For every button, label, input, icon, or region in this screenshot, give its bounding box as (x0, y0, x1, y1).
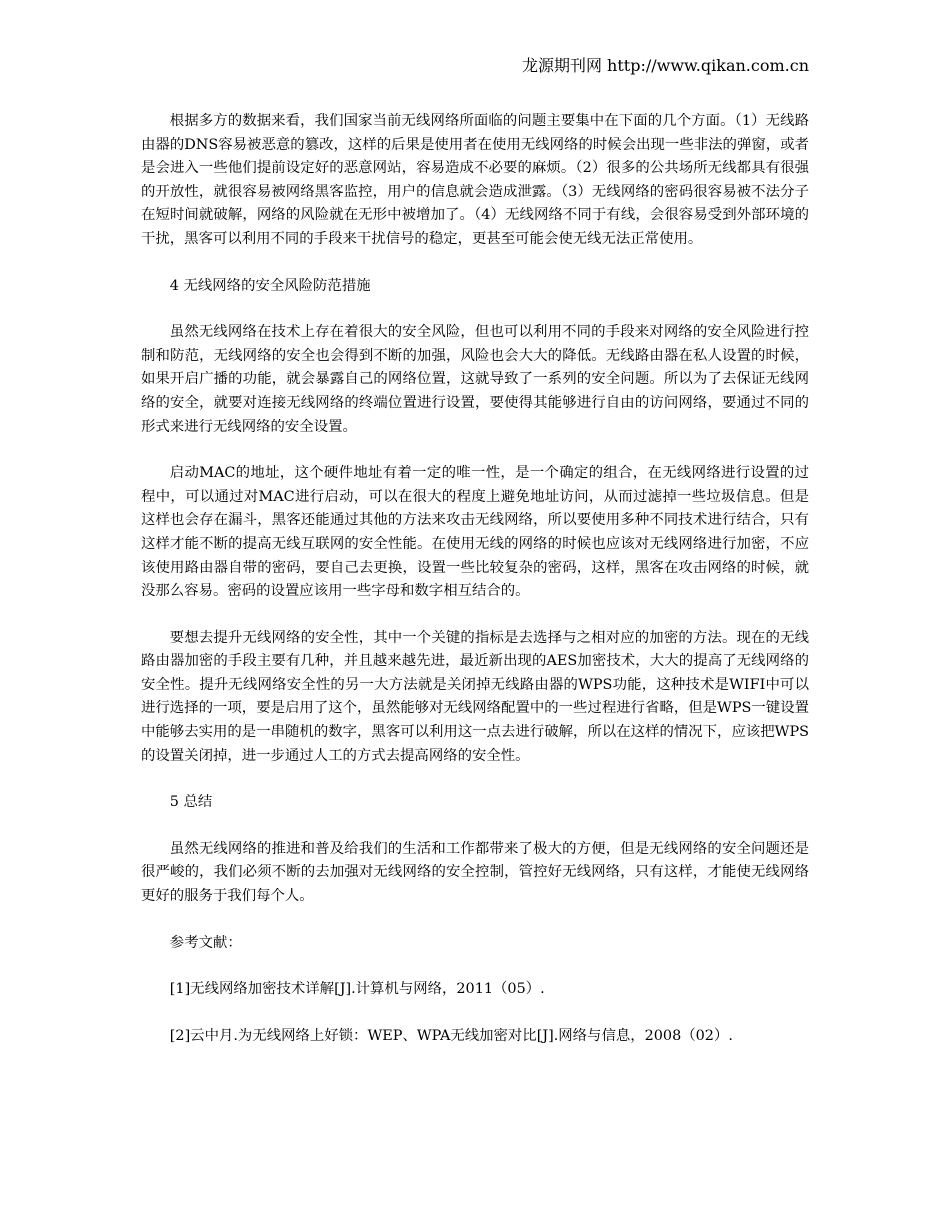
paragraph-mac-address: 启动MAC的地址，这个硬件地址有着一定的唯一性，是一个确定的组合，在无线网络进行设置的过程中，可以通过对MAC进行启动，可以在很大的程度上避免地址访问，从而过滤掉一些垃圾信息。但是这样也会存在漏斗，黑客还能通过其他的方法来攻击无线网络，所以要使用多种不同技术进行结合，只有这样才能不断的提高无线互联网的安全性能。在使用无线的网络的时候也应该对无线网络进行加密，不应该使用路由器自带的密码，要自己去更换，设置一些比较复杂的密码，这样，黑客在攻击网络的时候，就没那么容易。密码的设置应该用一些字母和数字相互结合的。 (141, 465, 809, 600)
section-heading-4: 4 无线网络的安全风险防范措施 (169, 277, 371, 294)
reference-2: [2]云中月.为无线网络上好锁：WEP、WPA无线加密对比[J].网络与信息，2008（02）. (169, 1027, 733, 1044)
document-page (141, 0, 809, 1230)
reference-1: [1]无线网络加密技术详解[J].计算机与网络，2011（05）. (169, 981, 545, 998)
paragraph-conclusion: 虽然无线网络的推进和普及给我们的生活和工作都带来了极大的方便，但是无线网络的安全问题还是很严峻的，我们必须不断的去加强对无线网络的安全控制，管控好无线网络，只有这样，才能使无线网络更好的服务于我们每个人。 (141, 840, 809, 905)
references-title: 参考文献： (169, 934, 242, 951)
paragraph-encryption: 要想去提升无线网络的安全性，其中一个关键的指标是去选择与之相对应的加密的方法。现在的无线路由器加密的手段主要有几种，并且越来越先进，最近新出现的AES加密技术，大大的提高了无线网络的安全性。提升无线网络安全性的另一大方法就是关闭掉无线路由器的WPS功能，这种技术是WIFI中可以进行选择的一项，要是启用了这个，虽然能够对无线网络配置中的一些过程进行省略，但是WPS一键设置中能够去实用的是一串随机的数字，黑客可以利用这一点去进行破解，所以在这样的情况下，应该把WPS的设置关闭掉，进一步通过人工的方式去提高网络的安全性。 (141, 629, 809, 764)
article-body (141, 110, 809, 1071)
section-heading-5: 5 总结 (169, 794, 213, 811)
paragraph-risk-control: 虽然无线网络在技术上存在着很大的安全风险，但也可以利用不同的手段来对网络的安全风险进行控制和防范，无线网络的安全也会得到不断的加强，风险也会大大的降低。无线路由器在私人设置的时候，如果开启广播的功能，就会暴露自己的网络位置，这就导致了一系列的安全问题。所以为了去保证无线网络的安全，就要对连接无线网络的终端位置进行设置，要使得其能够进行自由的访问网络，要通过不同的形式来进行无线网络的安全设置。 (141, 324, 809, 435)
paragraph-risk-issues: 根据多方的数据来看，我们国家当前无线网络所面临的问题主要集中在下面的几个方面。（1）无线路由器的DNS容易被恶意的篡改，这样的后果是使用者在使用无线网络的时候会出现一些非法的弹窗，或者是会进入一些他们提前设定好的恶意网站，容易造成不必要的麻烦。（2）很多的公共场所无线都具有很强的开放性，就很容易被网络黑客监控，用户的信息就会造成泄露。（3）无线网络的密码很容易被不法分子在短时间就破解，网络的风险就在无形中被增加了。（4）无线网络不同于有线，会很容易受到外部环境的干扰，黑客可以利用不同的手段来干扰信号的稳定，更甚至可能会使无线无法正常使用。 (141, 113, 809, 247)
journal-header: 龙源期刊网 http://www.qikan.com.cn (521, 56, 809, 75)
